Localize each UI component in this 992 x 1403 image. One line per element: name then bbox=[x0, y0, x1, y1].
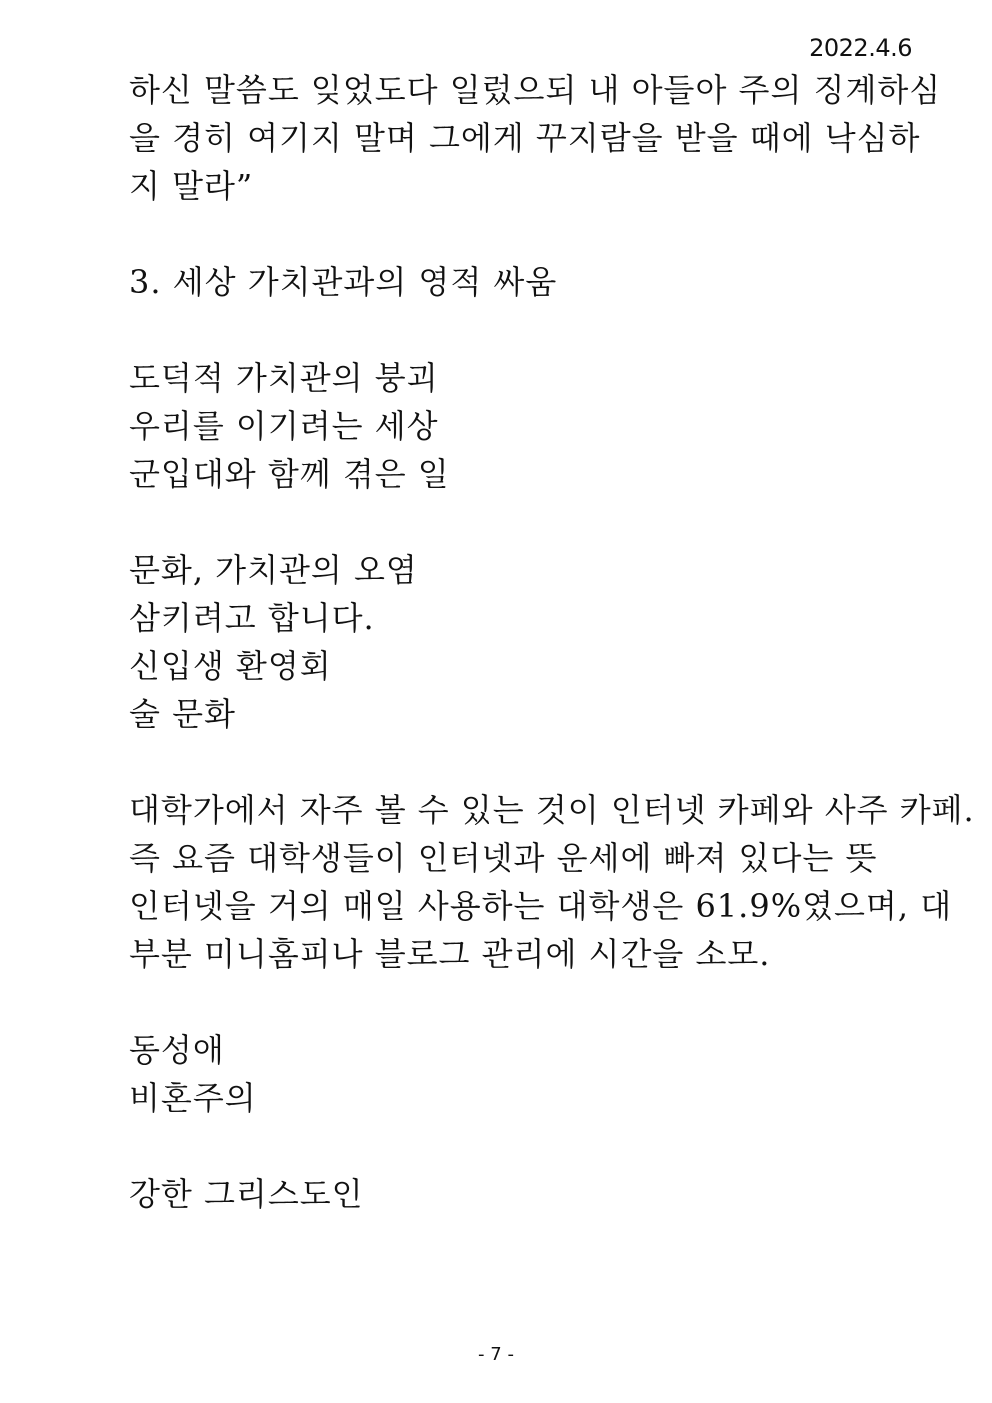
document-body bbox=[129, 66, 975, 1218]
section-heading: 3. 세상 가치관과의 영적 싸움 bbox=[129, 263, 558, 301]
text-line: 을 경히 여기지 말며 그에게 꾸지람을 받을 때에 낙심하 bbox=[129, 119, 921, 157]
paragraph-gap bbox=[129, 738, 929, 786]
text-line: 하신 말씀도 잊었도다 일렀으되 내 아들아 주의 징계하심 bbox=[129, 71, 942, 109]
paragraph-gap bbox=[129, 1122, 929, 1170]
text-line: 도덕적 가치관의 붕괴 bbox=[129, 359, 439, 397]
text-line: 술 문화 bbox=[129, 695, 236, 733]
text-line: 삼키려고 합니다. bbox=[129, 599, 375, 637]
text-line: 비혼주의 bbox=[129, 1079, 257, 1117]
paragraph-gap bbox=[129, 498, 929, 546]
text-line: 인터넷을 거의 매일 사용하는 대학생은 61.9%였으며, 대 bbox=[129, 887, 953, 925]
paragraph-gap bbox=[129, 306, 929, 354]
document-date: 2022.4.6 bbox=[809, 34, 912, 62]
paragraph-gap bbox=[129, 978, 929, 1026]
text-line: 동성애 bbox=[129, 1031, 225, 1069]
text-line: 지 말라” bbox=[129, 167, 254, 205]
text-line: 대학가에서 자주 볼 수 있는 것이 인터넷 카페와 사주 카페. bbox=[129, 791, 975, 829]
page-number: - 7 - bbox=[478, 1344, 514, 1365]
paragraph-gap bbox=[129, 210, 929, 258]
text-line: 문화, 가치관의 오염 bbox=[129, 551, 418, 589]
text-line: 군입대와 함께 겪은 일 bbox=[129, 455, 450, 493]
closing-line: 강한 그리스도인 bbox=[129, 1175, 364, 1213]
text-line: 즉 요즘 대학생들이 인터넷과 운세에 빠져 있다는 뜻 bbox=[129, 839, 878, 877]
text-line: 우리를 이기려는 세상 bbox=[129, 407, 439, 445]
text-line: 신입생 환영회 bbox=[129, 647, 332, 685]
text-line: 부분 미니홈피나 블로그 관리에 시간을 소모. bbox=[129, 935, 771, 973]
